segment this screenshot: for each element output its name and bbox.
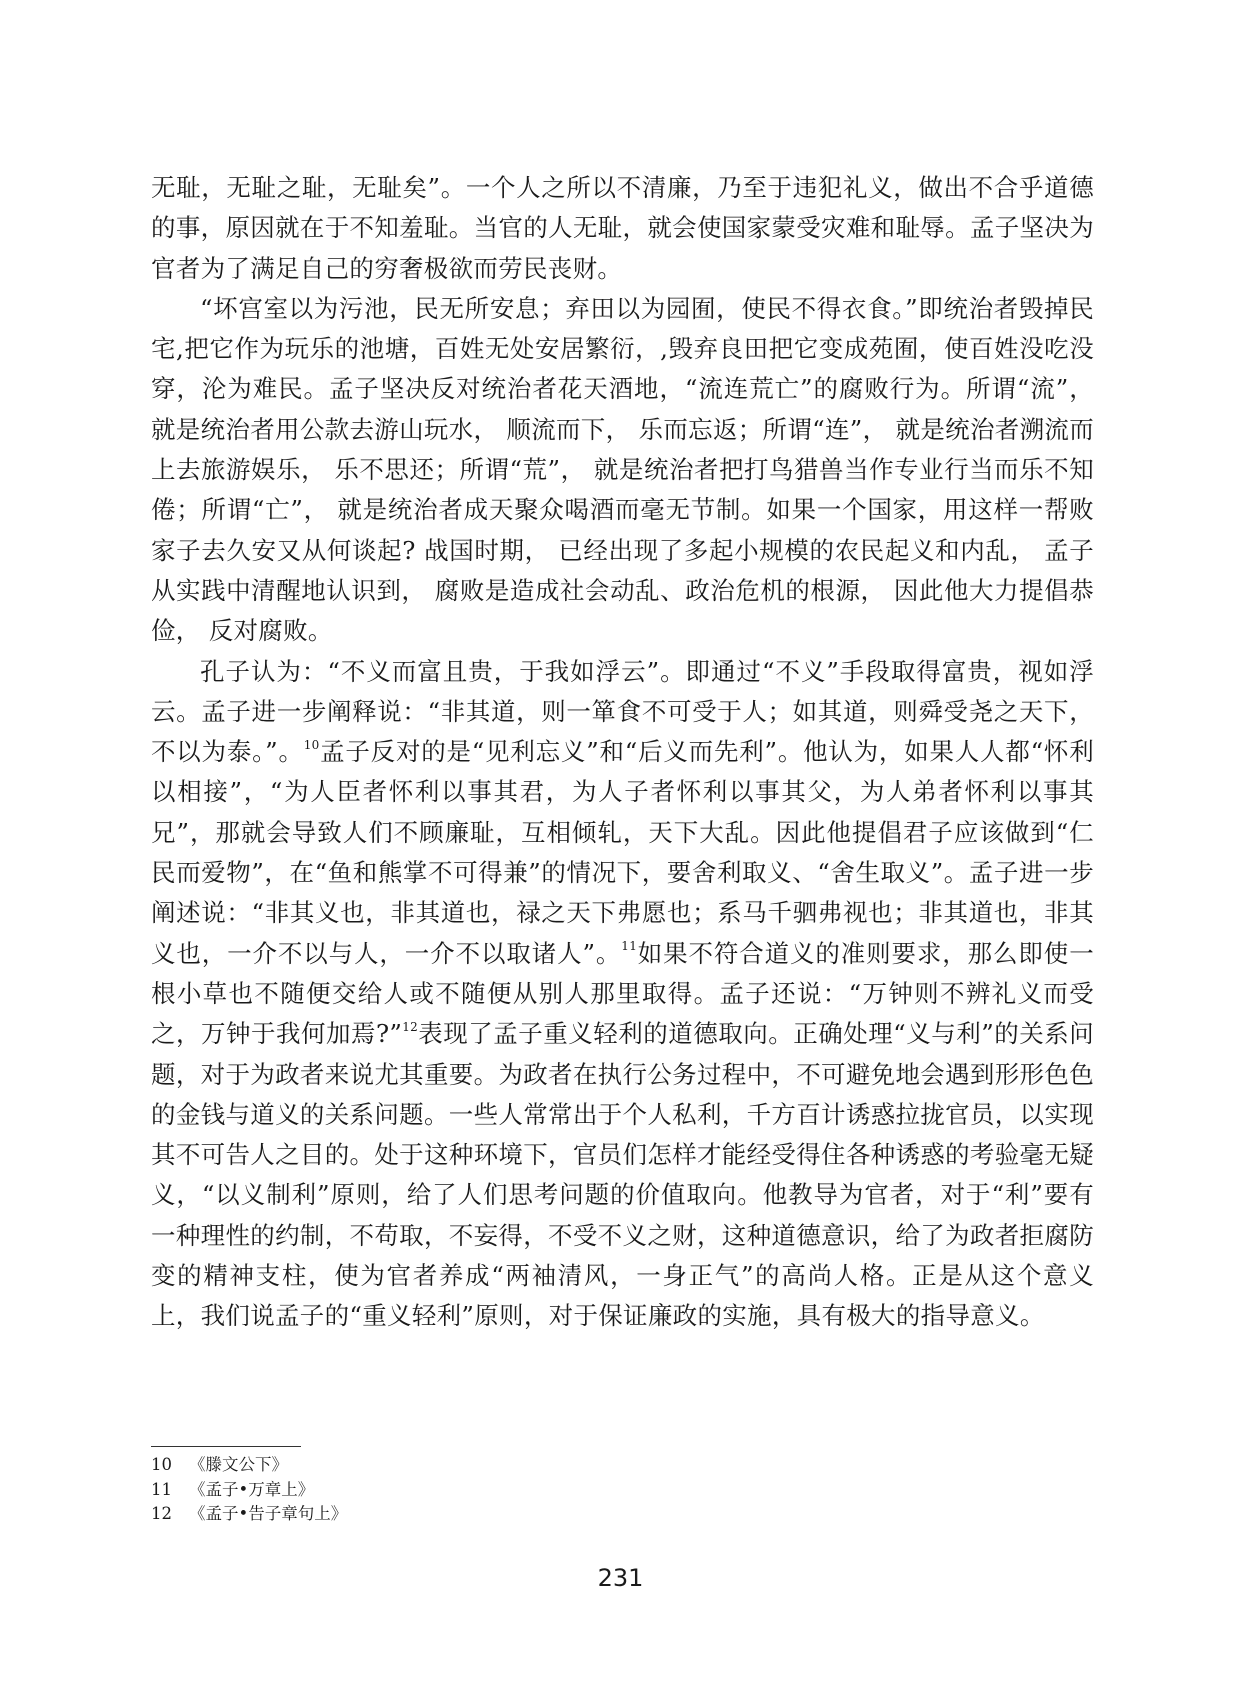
- paragraph-1: 无耻，无耻之耻，无耻矣”。一个人之所以不清廉，乃至于违犯礼义，做出不合乎道德的事，原因就在于不知羞耻。当官的人无耻，就会使国家蒙受灾难和耻辱。孟子坚决为官者为了满足自己的穷奢极欲而劳民丧财。: [151, 173, 1094, 283]
- paragraph-3: [151, 652, 1094, 1337]
- footnote-number: 12: [151, 1504, 172, 1523]
- footnote-text: 《滕文公下》: [189, 1455, 288, 1474]
- footnote-text: 《孟子•告子章句上》: [189, 1504, 348, 1523]
- footnotes: [151, 1446, 1094, 1527]
- paragraph-3-part-b: 孟子反对的是“见利忘义”和“后义而先利”。他认为，如果人人都“怀利以相接”，“为人臣者怀利以事其君，为人子者怀利以事其父，为人弟者怀利以事其兄”，那就会导致人们不顾廉耻，互相倾轧，天下大乱。因此他提倡君子应该做到“仁民而爱物”，在“鱼和熊掌不可得兼”的情况下，要舍利取义、“舍生取义”。孟子进一步阐述说：“非其义也，非其道也，禄之天下弗愿也；系马千驷弗视也；非其道也，非其义也，一介不以与人，一介不以取诸人”。: [151, 737, 1095, 968]
- page-body: [151, 168, 1094, 1337]
- paragraph-3-part-c: 如果不符合道义的准则要求，那么即使一根小草也不随便交给人或不随便从别人那里取得。孟子还说：“万钟则不辨礼义而受之，万钟于我何加焉?”: [151, 938, 1094, 1049]
- footnote-ref-12: 12: [402, 1020, 419, 1035]
- footnote-item: [151, 1502, 1094, 1527]
- footnote-item: [151, 1478, 1094, 1503]
- paragraph-2: “坏宫室以为污池，民无所安息；弃田以为园囿，使民不得衣食。”即统治者毁掉民宅,把它作为玩乐的池塘，百姓无处安居繁衍，,毁弃良田把它变成苑囿，使百姓没吃没穿，沦为难民。孟子坚决反对统治者花天酒地，“流连荒亡”的腐败行为。所谓“流”， 就是统治者用公款去游山玩水， 顺流而下， 乐而忘返；所谓“连”， 就是统治者溯流而上去旅游娱乐， 乐不思还；所谓“荒”， 就是统治者把打鸟猎兽当作专业行当而乐不知倦；所谓“亡”， 就是统治者成天聚众喝酒而毫无节制。如果一个国家，用这样一帮败家子去久安又从何谈起? 战国时期， 已经出现了多起小规模的农民起义和内乱， 孟子从实践中清醒地认识到， 腐败是造成社会动乱、政治危机的根源， 因此他大力提倡恭俭， 反对腐败。: [151, 293, 1094, 646]
- page-number: 231: [597, 1564, 644, 1592]
- paragraph-3-part-d: 表现了孟子重义轻利的道德取向。正确处理“义与利”的关系问题，对于为政者来说尤其重要。为政者在执行公务过程中，不可避免地会遇到形形色色的金钱与道义的关系问题。一些人常常出于个人私利，千方百计诱惑拉拢官员，以实现其不可告人之目的。处于这种环境下，官员们怎样才能经受得住各种诱惑的考验毫无疑义，“以义制利”原则，给了人们思考问题的价值取向。他教导为官者，对于“利”要有一种理性的约制，不苟取，不妄得，不受不义之财，这种道德意识，给了为政者拒腐防变的精神支柱，使为官者养成“两袖清风，一身正气”的高尚人格。正是从这个意义上，我们说孟子的“重义轻利”原则，对于保证廉政的实施，具有极大的指导意义。: [151, 1019, 1094, 1331]
- paragraph-3-part-a: 孔子认为：“不义而富且贵，于我如浮云”。即通过“不义”手段取得富贵，视如浮云。孟子进一步阐释说：“非其道，则一箪食不可受于人；如其道，则舜受尧之天下，不以为泰。”。: [151, 656, 1094, 767]
- footnote-item: [151, 1453, 1094, 1478]
- footnote-number: 11: [151, 1479, 172, 1499]
- footnote-number: 10: [151, 1455, 172, 1474]
- footnote-ref-10: 10: [303, 738, 320, 752]
- footnote-ref-11: 11: [621, 939, 638, 954]
- footnote-rule: [151, 1446, 301, 1447]
- footnote-text: 《孟子•万章上》: [189, 1479, 315, 1499]
